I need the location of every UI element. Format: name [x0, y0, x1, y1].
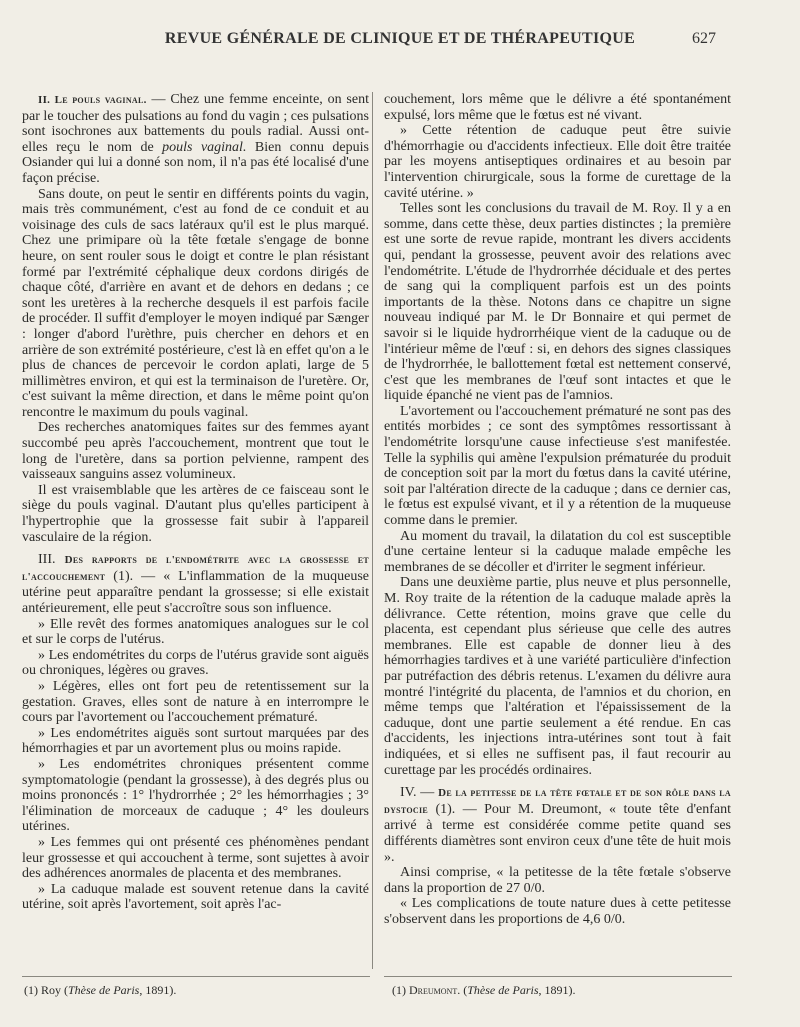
left-column [22, 92, 369, 913]
paragraph: Telles sont les conclusions du travail de M. Roy. Il y a en somme, dans cette thèse, deux parties distinctes ; la première est une sorte de revue rapide, montrant les divers accidents qui, pendant la grossesse, peuvent avoir des relations avec l'endométrite. L'étude de l'hydrorrhée déciduale et des pertes de sang qui la compliquent parfois est un des points importants de la thèse. Notons dans ce chapitre un signe nouveau indiqué par M. le Dr Bonnaire et qui permet de savoir si le liquide hydrorrhéique vient de la caduque ou de l'intérieur même de l'œuf : si, en dehors des signes classiques de l'hydrorrhée, le ballottement fœtal est nettement conservé, c'est que les membranes de l'œuf sont intactes et que le liquide épanché ne vient pas de l'amnios. [384, 201, 731, 404]
page-number: 627 [692, 30, 716, 47]
footnote-rule [384, 976, 732, 977]
paragraph: Ainsi comprise, « la petitesse de la tête fœtale s'observe dans la proportion de 27 0/0. [384, 865, 731, 896]
paragraph: » La caduque malade est souvent retenue dans la cavité utérine, soit après l'avortement, soit après l'ac- [22, 881, 369, 913]
paragraph: » Les endométrites chroniques présentent comme symptomatologie (pendant la grossesse), à des degrés plus ou moins prononcés : 1° l'hydrorrhée ; 2° les hémorrhagies ; 3° l'élimination de morceaux de caduque ; 4° les douleurs utérines. [22, 756, 369, 835]
paragraph: II. Le pouls vaginal. — Chez une femme enceinte, on sent par le toucher des pulsations au fond du vagin ; ces pulsations sont isochrones aux battements du pouls radial. Aussi ont-elles reçu le nom de pouls vaginal. Bien connu depuis Osiander qui lui a donné son nom, il n'a pas été localisé d'une façon précise. [22, 92, 369, 186]
section-heading: Des rapports de l'endométrite avec la grossesse et l'accouchement [22, 554, 369, 583]
paragraph: » Les endométrites aiguës sont surtout marquées par des hémorrhagies et par un avortement plus ou moins rapide. [22, 725, 369, 757]
paragraph: Au moment du travail, la dilatation du col est susceptible d'une certaine lenteur si la caduque malade empêche les membranes de se décoller et d'irriter le segment inférieur. [384, 528, 731, 575]
running-header [0, 30, 800, 58]
paragraph: » Les femmes qui ont présenté ces phénomènes pendant leur grossesse et qui accouchent à terme, sont sujettes à avoir des adhérences anormales de placenta et des membranes. [22, 834, 369, 882]
paragraph: » Les endométrites du corps de l'utérus gravide sont aiguës ou chroniques, légères ou graves. [22, 647, 369, 679]
right-column [384, 92, 731, 927]
journal-title: REVUE GÉNÉRALE DE CLINIQUE ET DE THÉRAPEUTIQUE [164, 30, 636, 47]
column-divider [372, 92, 373, 969]
paragraph: » Elle revêt des formes anatomiques analogues sur le col et sur le corps de l'utérus. [22, 616, 369, 648]
paragraph: Sans doute, on peut le sentir en différents points du vagin, mais très communément, c'est au fond de ce conduit et au voisinage des culs de sacs latéraux qu'il est le plus marqué. Chez une primipare où la tête fœtale s'engage de bonne heure, on sent rouler sous le doigt et contre le plan résistant formé par l'extrémité céphalique deux cordons dirigés de chaque côté, d'arrière en avant et de dehors en dedans ; ce sont les uretères à la recherche desquels il est parfois facile de procéder. Il suffit d'employer le moyen indiqué par Sænger : longer d'abord l'urèthre, puis chercher en dehors et en arrière de son extrémité postérieure, c'est là en effet qu'on a le plus de chances de percevoir le cordon aplati, large de 5 millimètres environ, et qui est la terminaison de l'uretère. Or, c'est suivant la même direction, et dans le même point qu'on rencontre le maximum du pouls vaginal. [22, 186, 369, 420]
paragraph: couchement, lors même que le délivre a été spontanément expulsé, lors même que le fœtus est né vivant. [384, 92, 731, 123]
paragraph: « Les complications de toute nature dues à cette petitesse s'observent dans les proportions de 4,6 0/0. [384, 896, 731, 927]
paragraph: Dans une deuxième partie, plus neuve et plus personnelle, M. Roy traite de la rétention de la caduque malade après la délivrance. Cette rétention, moins grave que celle du placenta, est cependant plus sérieuse que celle des autres membranes. Elle est capable de donner lieu à des hémorrhagies tardives et à une variété particulière d'infection par putréfaction des débris retenus. L'examen du délivre aura montré l'intégrité du placenta, de l'amnios et du chorion, en même temps que l'altération et l'épaississement de la caduque, dont une partie seulement a été rendue. En cas d'accidents, les injections intra-utérines sont tout à fait indiquées, et si elles ne suffisent pas, il faut recourir au curettage par les procédés ordinaires. [384, 575, 731, 778]
section-heading: II. Le pouls vaginal. [38, 94, 147, 106]
paragraph: » Légères, elles ont fort peu de retentissement sur la gestation. Graves, elles sont de nature à en interrompre le cours par l'avortement ou l'accouchement prématuré. [22, 678, 369, 726]
paragraph: L'avortement ou l'accouchement prématuré ne sont pas des entités morbides ; ce sont des symptômes ressortissant à l'endométrite lorsqu'une cause infectieuse s'est manifestée. Telle la syphilis qui amène l'expulsion prématurée du produit de conception soit par la mort du fœtus dans la cavité utérine, soit par l'altération directe de la caduque ; dans ce dernier cas, le fœtus est expulsé vivant, et il y a rétention de la muqueuse comme dans le premier. [384, 403, 731, 529]
paragraph: Des recherches anatomiques faites sur des femmes ayant succombé peu après l'accouchement, montrent que tout le long de l'uretère, dans sa portion pelvienne, rampent des vaisseaux sanguins assez volumineux. [22, 420, 369, 483]
paragraph: » Cette rétention de caduque peut être suivie d'hémorrhagie ou d'accidents infectieux. Elle doit être traitée par les moyens antiseptiques ordinaires et au besoin par l'intervention chirurgicale, sous la forme de curettage de la cavité utérine. » [384, 123, 731, 201]
paragraph: III. Des rapports de l'endométrite avec la grossesse et l'accouchement (1). — « L'inflammation de la muqueuse utérine peut apparaître pendant la grossesse; si elle existait antérieurement, elle peut s'accroître sous son influence. [22, 552, 369, 616]
footnote: (1) Roy (Thèse de Paris, 1891). [24, 983, 177, 997]
footnote: (1) Dreumont. (Thèse de Paris, 1891). [392, 983, 576, 997]
paragraph: Il est vraisemblable que les artères de ce faisceau sont le siège du pouls vaginal. D'autant plus qu'elles participent à l'hypertrophie que la grossesse fait subir à l'appareil vasculaire de la région. [22, 482, 369, 545]
paragraph: IV. — De la petitesse de la tête fœtale et de son rôle dans la dystocie (1). — Pour M. Dreumont, « toute tête d'enfant arrivé à terme est considérée comme petite quand ses différents diamètres sont environ ceux d'une tête de huit mois ». [384, 785, 731, 865]
footnote-rule [22, 976, 370, 977]
section-heading: De la petitesse de la tête fœtale et de son rôle dans la dystocie [384, 787, 731, 816]
